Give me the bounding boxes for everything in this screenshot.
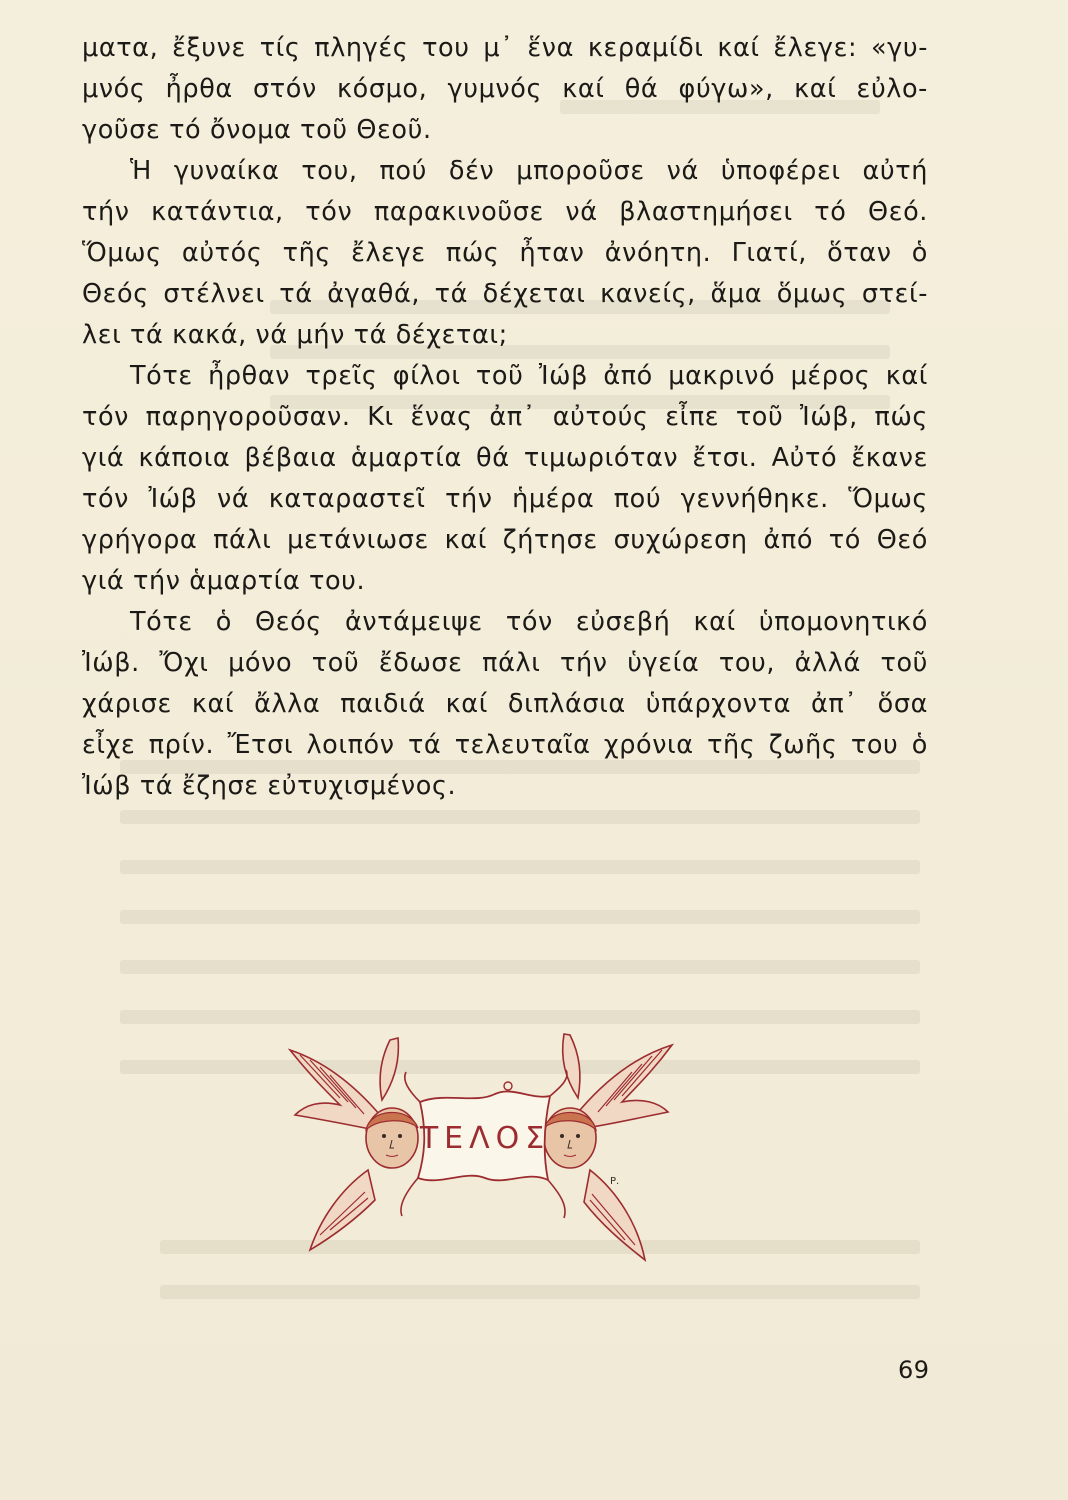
text-line: εἶχε πρίν. Ἔτσι λοιπόν τά τελευταῖα χρόνια τῆς ζωῆς του ὁ xyxy=(82,730,928,760)
text-line: λει τά κακά, νά μήν τά δέχεται; xyxy=(82,320,508,350)
text-line: Τότε ἦρθαν τρεῖς φίλοι τοῦ Ἰώβ ἀπό μακρινό μέρος καί xyxy=(130,361,928,391)
text-line: γιά τήν ἁμαρτία του. xyxy=(82,566,366,596)
text-line: χάρισε καί ἄλλα παιδιά καί διπλάσια ὑπάρχοντα ἀπ᾽ ὅσα xyxy=(82,689,928,719)
right-angel-face-icon xyxy=(544,1108,596,1168)
text-line: Ἰώβ. Ὄχι μόνο τοῦ ἔδωσε πάλι τήν ὑγεία του, ἀλλά τοῦ xyxy=(82,648,928,678)
telos-label: ΤΕΛΟΣ xyxy=(419,1121,551,1156)
page-number: 69 xyxy=(898,1356,930,1384)
text-line: Ὅμως αὐτός τῆς ἔλεγε πώς ἦταν ἀνόητη. Γιατί, ὅταν ὁ xyxy=(82,238,928,268)
text-line: γιά κάποια βέβαια ἁμαρτία θά τιμωριόταν ἔτσι. Αὐτό ἔκανε xyxy=(82,443,928,473)
text-line: τόν Ἰώβ νά καταραστεῖ τήν ἡμέρα πού γεννήθηκε. Ὅμως xyxy=(82,484,928,514)
text-line: Ἡ γυναίκα του, πού δέν μποροῦσε νά ὑποφέρει αὐτή xyxy=(130,156,928,186)
text-line: ματα, ἔξυνε τίς πληγές του μ᾽ ἕνα κεραμίδι καί ἔλεγε: «γυ- xyxy=(82,33,928,63)
text-line: Θεός στέλνει τά ἀγαθά, τά δέχεται κανείς, ἅμα ὅμως στεί- xyxy=(82,279,928,309)
text-line: Τότε ὁ Θεός ἀντάμειψε τόν εὐσεβή καί ὑπομονητικό xyxy=(130,607,928,637)
text-line: τήν κατάντια, τόν παρακινοῦσε νά βλαστημήσει τό Θεό. xyxy=(82,197,928,227)
text-line: μνός ἦρθα στόν κόσμο, γυμνός καί θά φύγω», καί εὐλο- xyxy=(82,74,928,104)
telos-banner xyxy=(401,1070,567,1218)
text-line: γρήγορα πάλι μετάνιωσε καί ζήτησε συχώρεση ἀπό τό Θεό xyxy=(82,525,928,555)
telos-angels-ornament xyxy=(280,1020,680,1320)
left-angel-face-icon xyxy=(366,1108,418,1168)
body-text xyxy=(82,28,928,807)
artist-signature: Ρ. xyxy=(610,1176,620,1187)
text-line: γοῦσε τό ὄνομα τοῦ Θεοῦ. xyxy=(82,115,432,145)
text-line: τόν παρηγοροῦσαν. Κι ἕνας ἀπ᾽ αὐτούς εἶπε τοῦ Ἰώβ, πώς xyxy=(82,402,928,432)
text-line: Ἰώβ τά ἔζησε εὐτυχισμένος. xyxy=(82,771,457,801)
